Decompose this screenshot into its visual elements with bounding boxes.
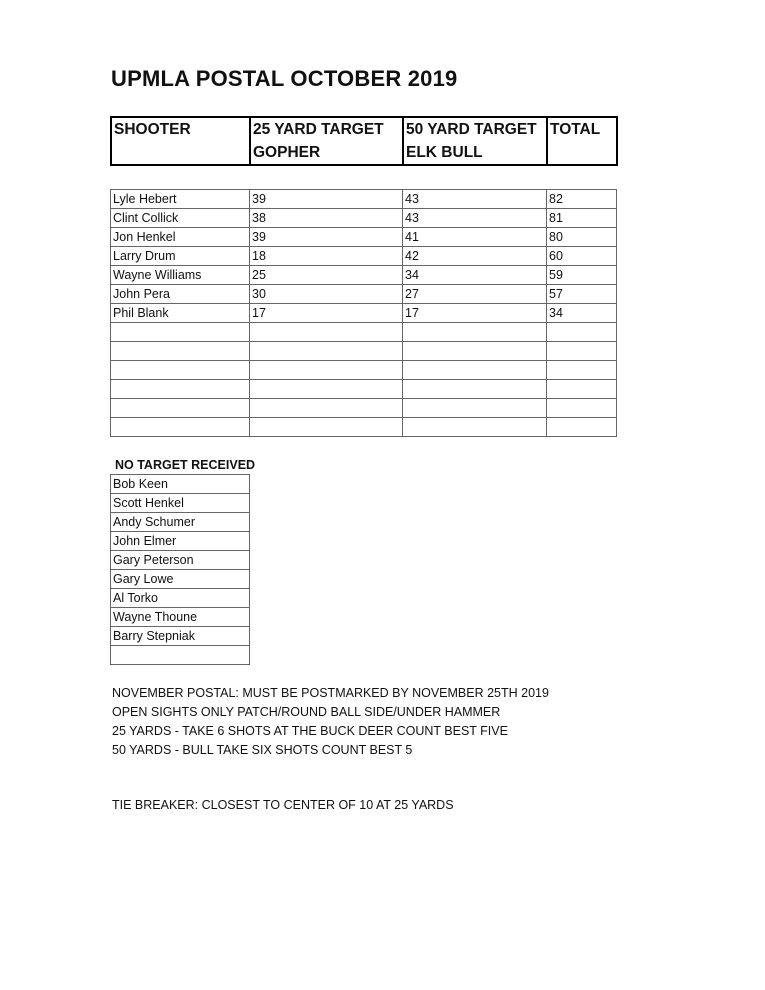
table-row bbox=[111, 247, 617, 266]
score-50-cell: 17 bbox=[403, 304, 547, 323]
total-cell: 60 bbox=[547, 247, 617, 266]
shooter-name-cell: Jon Henkel bbox=[111, 228, 250, 247]
score-50-cell bbox=[403, 380, 547, 399]
list-item bbox=[111, 513, 250, 532]
score-25-cell bbox=[250, 361, 403, 380]
note-line: NOVEMBER POSTAL: MUST BE POSTMARKED BY NOVEMBER 25TH 2019 bbox=[112, 686, 549, 700]
shooter-name-cell: Wayne Williams bbox=[111, 266, 250, 285]
note-line: 25 YARDS - TAKE 6 SHOTS AT THE BUCK DEER COUNT BEST FIVE bbox=[112, 724, 508, 738]
table-row bbox=[111, 285, 617, 304]
header-shooter-label: SHOOTER bbox=[114, 121, 191, 138]
table-row bbox=[111, 399, 617, 418]
total-cell bbox=[547, 323, 617, 342]
shooter-name-cell bbox=[111, 323, 250, 342]
list-item bbox=[111, 494, 250, 513]
total-cell: 82 bbox=[547, 190, 617, 209]
shooter-name-cell bbox=[111, 342, 250, 361]
table-row bbox=[111, 380, 617, 399]
total-cell bbox=[547, 342, 617, 361]
score-50-cell: 34 bbox=[403, 266, 547, 285]
total-cell: 34 bbox=[547, 304, 617, 323]
table-row bbox=[111, 190, 617, 209]
list-item bbox=[111, 589, 250, 608]
score-25-cell bbox=[250, 323, 403, 342]
header-total bbox=[547, 117, 617, 165]
header-table bbox=[110, 116, 618, 166]
page-title: UPMLA POSTAL OCTOBER 2019 bbox=[111, 66, 458, 91]
score-25-cell: 18 bbox=[250, 247, 403, 266]
score-25-cell: 39 bbox=[250, 228, 403, 247]
shooter-name-cell: Clint Collick bbox=[111, 209, 250, 228]
shooter-name-cell: Larry Drum bbox=[111, 247, 250, 266]
no-target-name-cell: Andy Schumer bbox=[111, 513, 250, 532]
header-total-label: TOTAL bbox=[550, 121, 601, 138]
notes-block bbox=[112, 684, 549, 760]
scores-table bbox=[110, 189, 617, 437]
score-50-cell bbox=[403, 361, 547, 380]
header-row bbox=[111, 117, 617, 165]
total-cell bbox=[547, 361, 617, 380]
list-item bbox=[111, 551, 250, 570]
list-item bbox=[111, 570, 250, 589]
table-row bbox=[111, 323, 617, 342]
list-item bbox=[111, 475, 250, 494]
header-25-yard-line2: GOPHER bbox=[253, 144, 321, 161]
score-25-cell bbox=[250, 342, 403, 361]
list-item bbox=[111, 646, 250, 665]
table-row bbox=[111, 228, 617, 247]
no-target-name-cell: Wayne Thoune bbox=[111, 608, 250, 627]
list-item bbox=[111, 627, 250, 646]
score-25-cell: 25 bbox=[250, 266, 403, 285]
score-50-cell: 42 bbox=[403, 247, 547, 266]
total-cell: 81 bbox=[547, 209, 617, 228]
note-line: OPEN SIGHTS ONLY PATCH/ROUND BALL SIDE/UNDER HAMMER bbox=[112, 705, 501, 719]
header-25-yard-line1: 25 YARD TARGET bbox=[253, 121, 384, 138]
no-target-name-cell: Gary Lowe bbox=[111, 570, 250, 589]
score-50-cell bbox=[403, 418, 547, 437]
no-target-name-cell: Bob Keen bbox=[111, 475, 250, 494]
shooter-name-cell bbox=[111, 380, 250, 399]
shooter-name-cell: Lyle Hebert bbox=[111, 190, 250, 209]
score-50-cell: 41 bbox=[403, 228, 547, 247]
no-target-table bbox=[110, 474, 250, 665]
header-50-yard-line1: 50 YARD TARGET bbox=[406, 121, 537, 138]
total-cell: 57 bbox=[547, 285, 617, 304]
score-50-cell: 43 bbox=[403, 190, 547, 209]
table-row bbox=[111, 209, 617, 228]
no-target-name-cell: Scott Henkel bbox=[111, 494, 250, 513]
shooter-name-cell: Phil Blank bbox=[111, 304, 250, 323]
total-cell bbox=[547, 399, 617, 418]
list-item bbox=[111, 608, 250, 627]
score-50-cell bbox=[403, 399, 547, 418]
table-row bbox=[111, 304, 617, 323]
score-25-cell: 38 bbox=[250, 209, 403, 228]
score-50-cell: 27 bbox=[403, 285, 547, 304]
no-target-name-cell: John Elmer bbox=[111, 532, 250, 551]
score-25-cell: 30 bbox=[250, 285, 403, 304]
score-25-cell bbox=[250, 399, 403, 418]
header-shooter bbox=[111, 117, 250, 165]
shooter-name-cell: John Pera bbox=[111, 285, 250, 304]
score-25-cell: 17 bbox=[250, 304, 403, 323]
score-50-cell bbox=[403, 342, 547, 361]
header-25-yard bbox=[250, 117, 403, 165]
table-row bbox=[111, 361, 617, 380]
table-row bbox=[111, 342, 617, 361]
total-cell bbox=[547, 418, 617, 437]
no-target-label: NO TARGET RECEIVED bbox=[115, 458, 256, 472]
shooter-name-cell bbox=[111, 418, 250, 437]
note-line: 50 YARDS - BULL TAKE SIX SHOTS COUNT BEST 5 bbox=[112, 743, 413, 757]
total-cell: 59 bbox=[547, 266, 617, 285]
header-50-yard-line2: ELK BULL bbox=[406, 144, 483, 161]
shooter-name-cell bbox=[111, 361, 250, 380]
score-25-cell: 39 bbox=[250, 190, 403, 209]
score-25-cell bbox=[250, 418, 403, 437]
no-target-name-cell: Gary Peterson bbox=[111, 551, 250, 570]
header-50-yard bbox=[403, 117, 547, 165]
table-row bbox=[111, 266, 617, 285]
score-50-cell bbox=[403, 323, 547, 342]
no-target-name-cell bbox=[111, 646, 250, 665]
no-target-name-cell: Barry Stepniak bbox=[111, 627, 250, 646]
list-item bbox=[111, 532, 250, 551]
total-cell: 80 bbox=[547, 228, 617, 247]
total-cell bbox=[547, 380, 617, 399]
score-50-cell: 43 bbox=[403, 209, 547, 228]
score-25-cell bbox=[250, 380, 403, 399]
tie-breaker-note: TIE BREAKER: CLOSEST TO CENTER OF 10 AT 25 YARDS bbox=[112, 798, 454, 812]
table-row bbox=[111, 418, 617, 437]
no-target-name-cell: Al Torko bbox=[111, 589, 250, 608]
shooter-name-cell bbox=[111, 399, 250, 418]
